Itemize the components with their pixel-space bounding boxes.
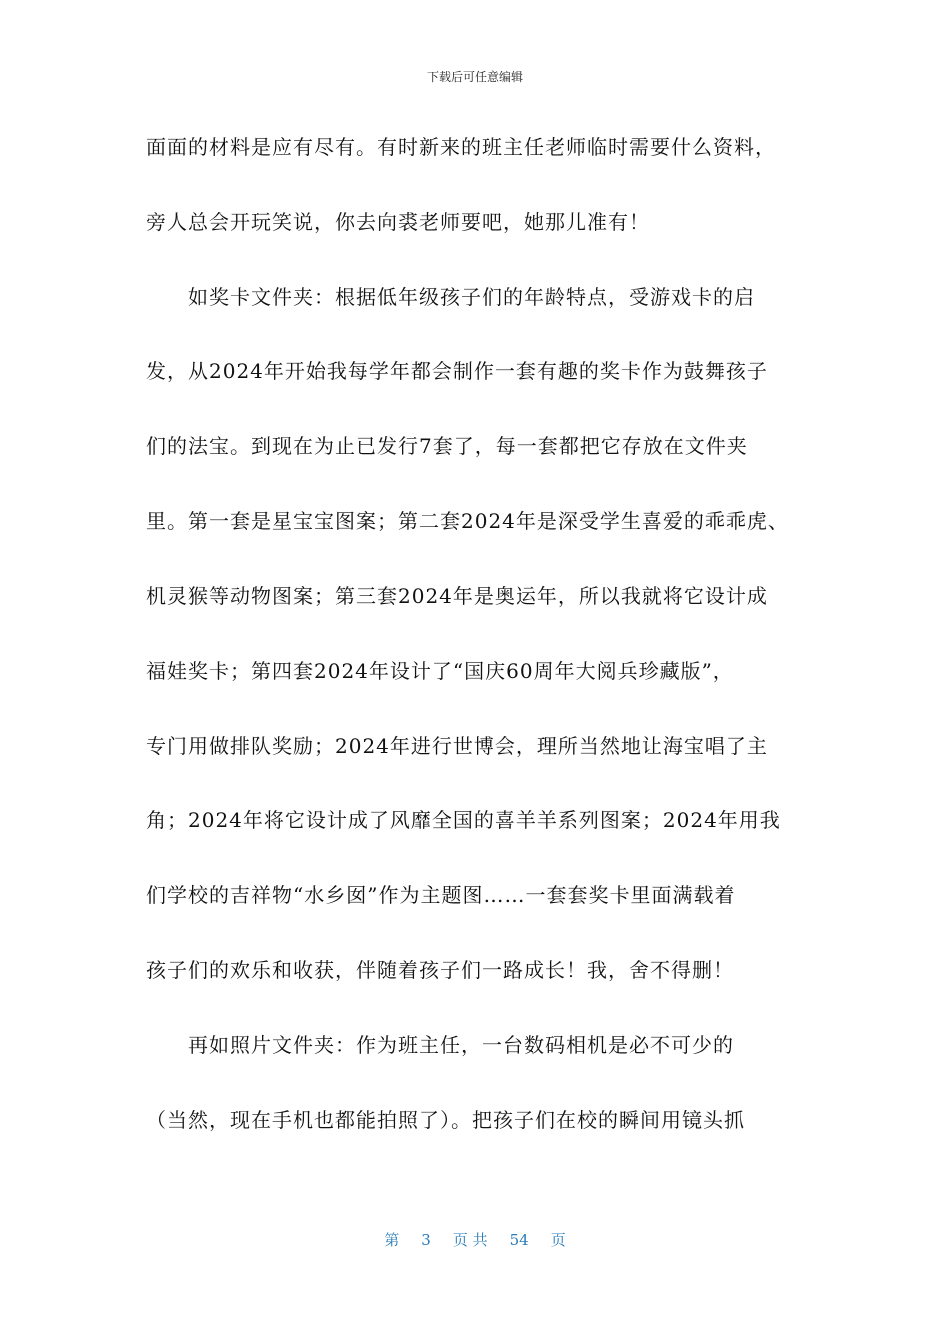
text-line: 专门用做排队奖励；2024年进行世博会，理所当然地让海宝唱了主 bbox=[146, 734, 768, 758]
footer-suffix: 页 bbox=[550, 1231, 566, 1249]
text-line: 角；2024年将它设计成了风靡全国的喜羊羊系列图案；2024年用我 bbox=[146, 808, 781, 832]
footer-prefix: 第 bbox=[384, 1231, 400, 1249]
text-line: 福娃奖卡；第四套2024年设计了“国庆60周年大阅兵珍藏版”， bbox=[146, 659, 734, 683]
text-line: 如奖卡文件夹：根据低年级孩子们的年龄特点，受游戏卡的启 bbox=[146, 285, 755, 309]
total-page-count: 54 bbox=[509, 1231, 529, 1249]
page-footer bbox=[0, 1229, 950, 1250]
current-page-number: 3 bbox=[421, 1231, 431, 1249]
text-line: 们学校的吉祥物“水乡囡”作为主题图……一套套奖卡里面满载着 bbox=[146, 883, 736, 907]
text-line: 发，从2024年开始我每学年都会制作一套有趣的奖卡作为鼓舞孩子 bbox=[146, 359, 768, 383]
text-line: 们的法宝。到现在为止已发行7套了，每一套都把它存放在文件夹 bbox=[146, 434, 748, 458]
text-line: 面面的材料是应有尽有。有时新来的班主任老师临时需要什么资料， bbox=[146, 135, 776, 159]
text-line: （当然，现在手机也都能拍照了）。把孩子们在校的瞬间用镜头抓 bbox=[146, 1108, 745, 1132]
text-line: 里。第一套是星宝宝图案；第二套2024年是深受学生喜爱的乖乖虎、 bbox=[146, 509, 789, 533]
page-header: 下载后可任意编辑 bbox=[426, 70, 523, 84]
text-line: 再如照片文件夹：作为班主任，一台数码相机是必不可少的 bbox=[146, 1033, 734, 1057]
footer-middle: 页 共 bbox=[452, 1231, 488, 1249]
text-line: 孩子们的欢乐和收获，伴随着孩子们一路成长！我，舍不得删！ bbox=[146, 958, 734, 982]
text-line: 机灵猴等动物图案；第三套2024年是奥运年，所以我就将它设计成 bbox=[146, 584, 768, 608]
text-line: 旁人总会开玩笑说，你去向裘老师要吧，她那儿准有！ bbox=[146, 210, 650, 234]
